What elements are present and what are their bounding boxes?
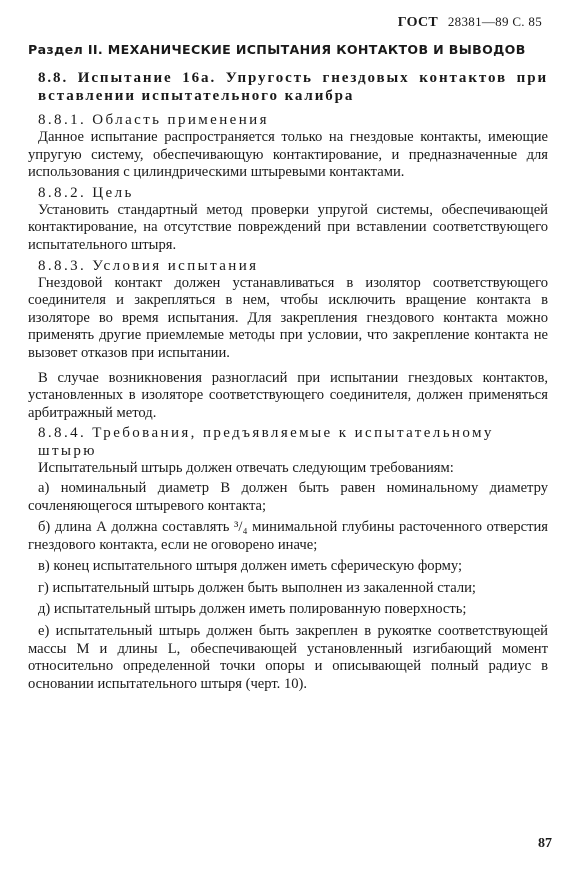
conditions-text-2: В случае возникновения разногласий при испытании гнездовых контактов, установленных в изоляторе соответствующего соединителя, должен применяться арбитражный метод. bbox=[28, 369, 548, 421]
requirement-item-a: а) номинальный диаметр В должен быть равен номинальному диаметру сочленяющегося штыревого контакта; bbox=[28, 479, 548, 514]
requirement-item-e: д) испытательный штырь должен иметь полированную поверхность; bbox=[38, 601, 467, 618]
scope-heading: 8.8.1. Область применения bbox=[38, 112, 269, 128]
purpose-heading: 8.8.2. Цель bbox=[38, 184, 134, 201]
page-number: 87 bbox=[538, 836, 552, 851]
conditions-heading: 8.8.3. Условия испытания bbox=[38, 257, 259, 274]
requirement-item-b: б) длина А должна составлять ³/₄ минимальной глубины расточенного отверстия гнездового контакта, если не оговорено иначе; bbox=[28, 519, 548, 553]
requirements-intro: Испытательный штырь должен отвечать следующим требованиям: bbox=[38, 460, 454, 477]
page-content bbox=[28, 42, 548, 697]
requirement-item-c: в) конец испытательного штыря должен иметь сферическую форму; bbox=[38, 558, 463, 575]
section-title: Раздел II. МЕХАНИЧЕСКИЕ ИСПЫТАНИЯ КОНТАКТОВ И ВЫВОДОВ bbox=[28, 42, 526, 57]
standard-label: ГОСТ bbox=[397, 15, 439, 30]
purpose-text: Установить стандартный метод проверки упругой системы, обеспечивающей контактирование, на отсутствие повреждений при вставлении соответствующего испытательного штыря. bbox=[28, 201, 548, 253]
requirement-item-d: г) испытательный штырь должен быть выполнен из закаленной стали; bbox=[38, 579, 476, 596]
test-title: 8.8. Испытание 16а. Упругость гнездовых контактов при вставлении испытательного калибра bbox=[38, 70, 548, 104]
standard-code: 28381—89 С. 85 bbox=[447, 14, 542, 29]
page-header bbox=[398, 14, 542, 31]
requirements-heading: 8.8.4. Требования, предъявляемые к испытательному штырю bbox=[38, 425, 494, 460]
conditions-text-1: Гнездовой контакт должен устанавливаться в изолятор соответствующего соединителя и закрепляться в нем, чтобы исключить вращение контакта в изоляторе во время испытания. Для закрепления гнездового контакта можно применять другие приемлемые методы при условии, что закрепление контакта не вызовет отказов при испытании. bbox=[28, 274, 548, 361]
requirement-item-f: е) испытательный штырь должен быть закреплен в рукоятке соответствующей массы М и длины L, обеспечивающей установленный изгибающий момент относительно определенной точки опоры и описывающей полный радиус в основании испытательного штыря (черт. 10). bbox=[28, 623, 548, 692]
scope-text: Данное испытание распространяется только на гнездовые контакты, имеющие упругую систему, обеспечивающую контактирование, и предназначенные для использования с цилиндрическими штыревыми контактами. bbox=[28, 129, 548, 181]
